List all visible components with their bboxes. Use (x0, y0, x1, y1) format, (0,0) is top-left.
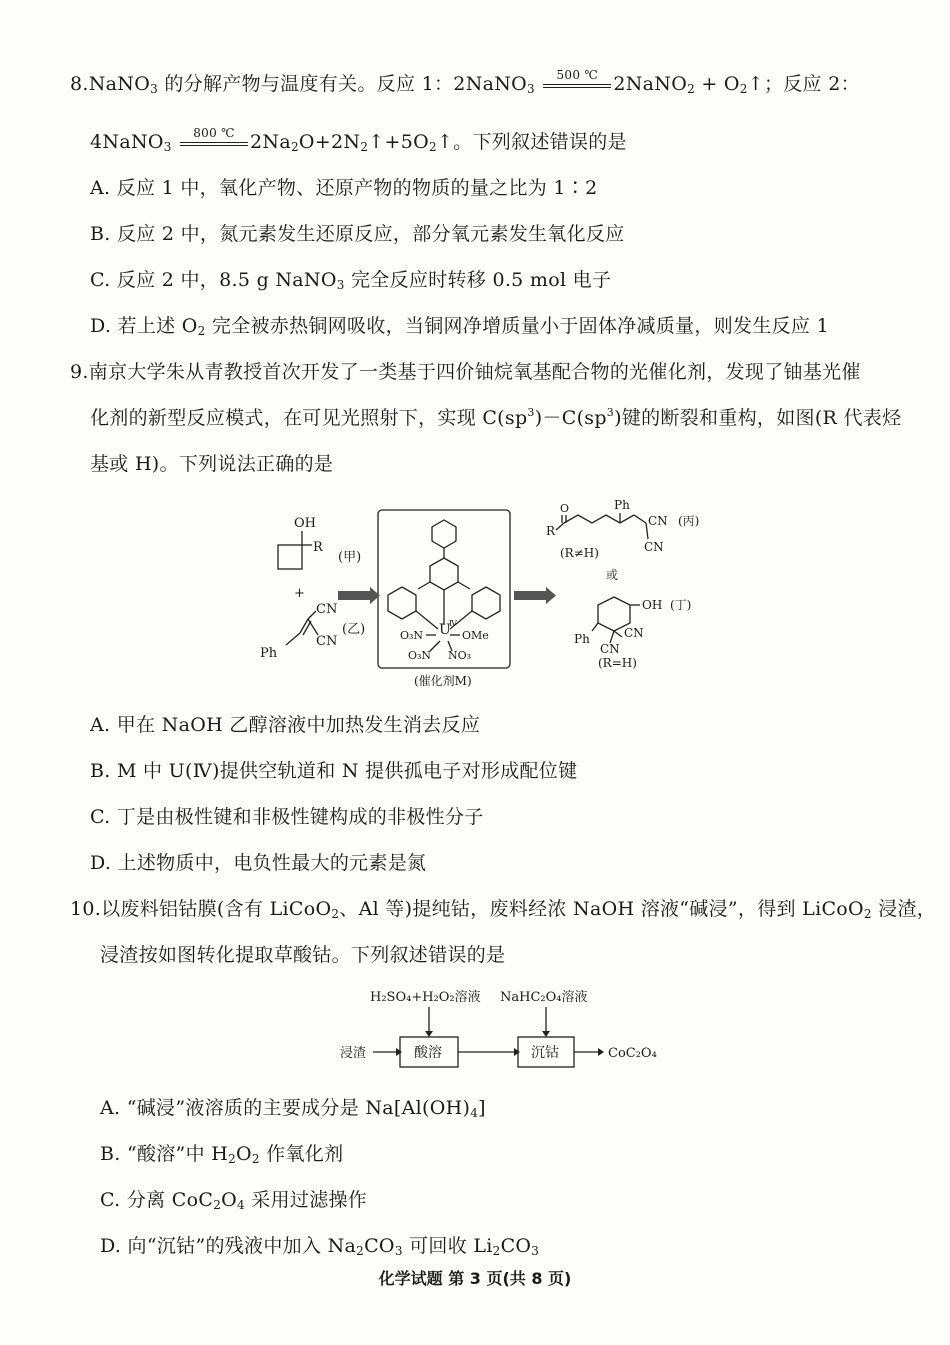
svg-text:Ph: Ph (260, 646, 278, 661)
svg-text:(乙): (乙) (342, 622, 366, 637)
flow-start: 浸渣 (340, 1046, 367, 1061)
page-footer: 化学试题 第 3 页(共 8 页) (378, 1269, 572, 1288)
svg-text:(甲): (甲) (338, 550, 362, 565)
q10-option-b: B. “酸溶”中 $H_2O_2$ 作氧化剂 (100, 1143, 344, 1166)
reaction-arrow-right (514, 587, 556, 604)
svg-text:沉钴: 沉钴 (531, 1045, 559, 1061)
q9-line-1: 9.南京大学朱从青教授首次开发了一类基于四价铀烷氧基配合物的光催化剂，发现了铀基光催 (70, 361, 861, 383)
svg-text:(丙): (丙) (678, 514, 700, 528)
q10-line-1: 10.以废料铝钴膜(含有 LiCoO$_2$、Al 等)提纯钴，废料经浓 NaOH 溶液“碱浸”，得到 LiCoO$_2$ 浸渣， (70, 898, 937, 921)
svg-text:+: + (294, 586, 305, 601)
q10-option-c: C. 分离 $CoC_2O_4$ 采用过滤操作 (100, 1189, 368, 1212)
q9-option-c: C. 丁是由极性键和非极性键构成的非极性分子 (90, 806, 484, 828)
svg-text:NO₃: NO₃ (448, 649, 472, 662)
q9-option-b: B. M 中 U(Ⅳ)提供空轨道和 N 提供孤电子对形成配位键 (90, 760, 578, 782)
q8-option-c: C. 反应 2 中，8.5 g NaNO$_3$ 完全反应时转移 0.5 mol 电子 (90, 269, 612, 292)
q9-option-d: D. 上述物质中，电负性最大的元素是氮 (90, 852, 427, 874)
svg-text:CN: CN (644, 540, 664, 554)
q9-number: 9. (70, 361, 89, 383)
svg-text:R: R (546, 524, 556, 538)
svg-text:U: U (439, 622, 451, 638)
q9-reaction-figure (250, 495, 730, 695)
svg-text:O₃N: O₃N (400, 629, 424, 642)
svg-text:OH: OH (294, 516, 316, 531)
svg-text:或: 或 (606, 568, 619, 582)
q10-line-2: 浸渣按如图转化提取草酸钴。下列叙述错误的是 (100, 944, 506, 966)
svg-text:Ph: Ph (574, 632, 590, 646)
svg-text:CN: CN (624, 626, 644, 640)
flow-product: CoC₂O₄ (608, 1046, 657, 1061)
svg-text:CN: CN (316, 634, 338, 649)
svg-text:R: R (313, 540, 323, 555)
q8-line-2: 4NaNO$_3$ 800 ℃ $2Na_2O+2N_2↑+5O_2↑$。下列叙述错误的是 (90, 126, 627, 154)
q8-option-a: A. 反应 1 中，氧化产物、还原产物的物质的量之比为 1∶2 (90, 177, 598, 199)
svg-text:OH: OH (642, 598, 663, 612)
svg-text:Ph: Ph (614, 498, 630, 512)
svg-text:Ⅳ: Ⅳ (449, 619, 457, 628)
q9-line-2: 化剂的新型反应模式，在可见光照射下，实现 $C(sp^3)-C(sp^3)$键的断裂和重构，如图(R 代表烃 (90, 406, 902, 429)
svg-text:(丁): (丁) (670, 598, 692, 612)
svg-text:(催化剂M): (催化剂M) (414, 674, 472, 688)
q10-number: 10. (70, 898, 102, 920)
reaction-condition-800: 800 ℃ (178, 131, 250, 155)
q9-line-3: 基或 H)。下列说法正确的是 (90, 453, 334, 475)
q8-line-1: 8.NaNO$_3$ 的分解产物与温度有关。反应 1：2NaNO$_3$ 500 ℃ 2NaNO$_2$ + $O_2↑$；反应 2： (70, 68, 860, 96)
q10-option-a: A. “碱浸”液溶质的主要成分是 $Na[Al(OH)_4]$ (100, 1097, 486, 1120)
q10-option-d: D. 向“沉钴”的残液中加入 $Na_2CO_3$ 可回收 $Li_2CO_3$ (100, 1235, 540, 1258)
reaction-condition-500: 500 ℃ (541, 73, 613, 97)
q8-option-d: D. 若上述 $O_2$ 完全被赤热铜网吸收，当铜网净增质量小于固体净减质量，则发生反应 1 (90, 315, 829, 338)
q9-option-a: A. 甲在 NaOH 乙醇溶液中加热发生消去反应 (90, 714, 481, 736)
svg-text:CN: CN (648, 514, 668, 528)
svg-text:OMe: OMe (462, 629, 489, 642)
q8-option-b: B. 反应 2 中，氮元素发生还原反应，部分氧元素发生氧化反应 (90, 223, 625, 245)
svg-text:O: O (560, 502, 570, 515)
q10-flow-diagram (330, 985, 670, 1080)
q8-number: 8. (70, 73, 89, 95)
flow-reagent-2: NaHC₂O₄溶液 (500, 990, 588, 1005)
reaction-arrow-left (338, 587, 380, 604)
svg-text:(R=H): (R=H) (598, 656, 637, 670)
svg-text:(R≠H): (R≠H) (560, 546, 599, 560)
svg-text:CN: CN (600, 642, 620, 656)
svg-text:O₃N: O₃N (408, 649, 432, 662)
svg-text:酸溶: 酸溶 (414, 1045, 442, 1061)
flow-reagent-1: H₂SO₄+H₂O₂溶液 (370, 990, 481, 1005)
svg-text:CN: CN (316, 602, 338, 617)
